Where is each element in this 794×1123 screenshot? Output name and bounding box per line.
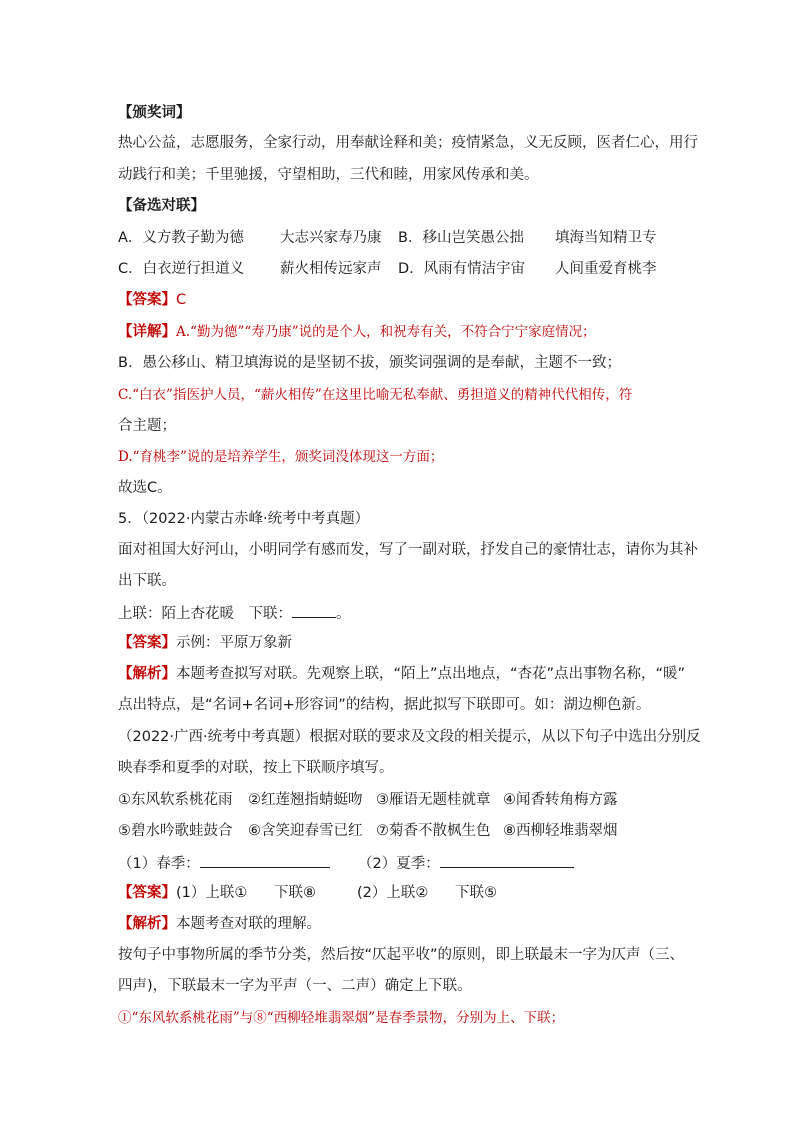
q6-item: ①东风软系桃花雨 bbox=[118, 792, 233, 808]
q5-answer bbox=[118, 633, 292, 653]
analysis-label: 【解析】 bbox=[118, 916, 176, 932]
q6-stem-line2: 映春季和夏季的对联，按上下联顺序填写。 bbox=[118, 760, 394, 776]
detail-a-text: A.“勤为德”“寿乃康”说的是个人，和祝寿有关，不符合宁宁家庭情况； bbox=[176, 324, 596, 340]
q6-spring-field bbox=[118, 852, 330, 874]
award-text-line2: 动践行和美；千里驰援，守望相助，三代和睦，用家风传承和美。 bbox=[118, 167, 539, 183]
option-d-upper: D．风雨有情洁宇宙 bbox=[398, 261, 526, 277]
q6-item: ⑤碧水吟歌蛙鼓合 bbox=[118, 823, 233, 839]
answer-value: C bbox=[176, 292, 187, 308]
q4-conclusion: 故选C。 bbox=[118, 480, 172, 496]
q6-item: ⑥含笑迎春雪已红 bbox=[248, 823, 363, 839]
spring-blank[interactable] bbox=[200, 852, 330, 868]
q6-answer-part2: 下联⑧ bbox=[274, 885, 316, 901]
q6-rule-line1: 按句子中事物所属的季节分类，然后按“仄起平收”的原则，即上联最末一字为仄声（三、 bbox=[118, 947, 685, 963]
couplet-prefix: 上联：陌上杏花暖 下联： bbox=[118, 606, 292, 622]
answer-value: 示例：平原万象新 bbox=[176, 635, 292, 651]
couplet-blank[interactable] bbox=[292, 602, 336, 618]
q6-answer-part1 bbox=[118, 883, 247, 903]
option-c-upper: C．白衣逆行担道义 bbox=[118, 261, 245, 277]
detail-label: 【详解】 bbox=[118, 324, 176, 340]
option-b-upper: B．移山岂笑愚公拙 bbox=[398, 230, 524, 246]
q4-detail-b: B．愚公移山、精卫填海说的是坚韧不拔，颁奖词强调的是奉献，主题不一致； bbox=[118, 355, 621, 371]
answer-label: 【答案】 bbox=[118, 292, 176, 308]
answer-label: 【答案】 bbox=[118, 885, 176, 901]
q6-item: ②红莲翘指蜻蜓吻 bbox=[248, 792, 363, 808]
q6-rule-line2: 四声)，下联最末一字为平声（一、二声）确定上下联。 bbox=[118, 978, 472, 994]
analysis-label: 【解析】 bbox=[118, 666, 176, 682]
q4-detail-d: D.“育桃李”说的是培养学生，颁奖词没体现这一方面； bbox=[118, 449, 444, 465]
q4-detail-a bbox=[118, 322, 596, 342]
option-d-lower: 人间重爱育桃李 bbox=[555, 261, 657, 277]
option-c-lower: 薪火相传远家声 bbox=[280, 261, 382, 277]
analysis-text: 本题考查拟写对联。先观察上联，“陌上”点出地点，“杏花”点出事物名称，“暖” bbox=[176, 666, 686, 682]
q6-item: ⑧西柳轻堆翡翠烟 bbox=[503, 823, 618, 839]
couplet-suffix: 。 bbox=[336, 606, 351, 622]
spring-label: （1）春季： bbox=[118, 856, 200, 872]
q5-analysis-line2: 点出特点，是“名词+名词+形容词”的结构，据此拟写下联即可。如：湖边柳色新。 bbox=[118, 697, 651, 713]
q4-answer bbox=[118, 290, 186, 310]
option-b-lower: 填海当知精卫专 bbox=[555, 230, 657, 246]
q6-answer-part3: (2）上联② bbox=[357, 885, 429, 901]
q6-stem-line1: （2022·广西·统考中考真题）根据对联的要求及文段的相关提示，从以下句子中选出分别反 bbox=[118, 729, 701, 745]
summer-blank[interactable] bbox=[440, 852, 574, 868]
q6-item: ③雁语无题桂就章 bbox=[376, 792, 491, 808]
q6-item: ④闻香转角梅方露 bbox=[503, 792, 618, 808]
q5-couplet bbox=[118, 602, 351, 624]
answer-text: (1）上联① bbox=[176, 885, 248, 901]
answer-label: 【答案】 bbox=[118, 635, 176, 651]
options-heading: 【备选对联】 bbox=[118, 198, 205, 214]
q5-header: 5．（2022·内蒙古赤峰·统考中考真题） bbox=[118, 511, 370, 527]
award-heading: 【颁奖词】 bbox=[118, 105, 191, 121]
analysis-text: 本题考查对联的理解。 bbox=[176, 916, 321, 932]
q6-answer-part4: 下联⑤ bbox=[455, 885, 497, 901]
q5-stem-line2: 出下联。 bbox=[118, 573, 176, 589]
q6-item: ⑦菊香不散枫生色 bbox=[376, 823, 491, 839]
q6-summer-field bbox=[358, 852, 574, 874]
award-text-line1: 热心公益，志愿服务，全家行动，用奉献诠释和美；疫情紧急，义无反顾，医者仁心，用行 bbox=[118, 135, 698, 151]
option-a-upper: A．义方教子勤为德 bbox=[118, 230, 244, 246]
summer-label: （2）夏季： bbox=[358, 856, 440, 872]
q5-analysis-line1 bbox=[118, 664, 685, 684]
q5-stem-line1: 面对祖国大好河山，小明同学有感而发，写了一副对联，抒发自己的豪情壮志，请你为其补 bbox=[118, 542, 698, 558]
q6-analysis bbox=[118, 914, 321, 934]
q6-last-line: ①“东风软系桃花雨”与⑧“西柳轻堆翡翠烟”是春季景物，分别为上、下联； bbox=[118, 1010, 565, 1026]
q4-detail-c-line2: 合主题； bbox=[118, 418, 176, 434]
q4-detail-c-line1: C.“白衣”指医护人员，“薪火相传”在这里比喻无私奉献、勇担道义的精神代代相传，符 bbox=[118, 387, 633, 403]
option-a-lower: 大志兴家寿乃康 bbox=[280, 230, 382, 246]
